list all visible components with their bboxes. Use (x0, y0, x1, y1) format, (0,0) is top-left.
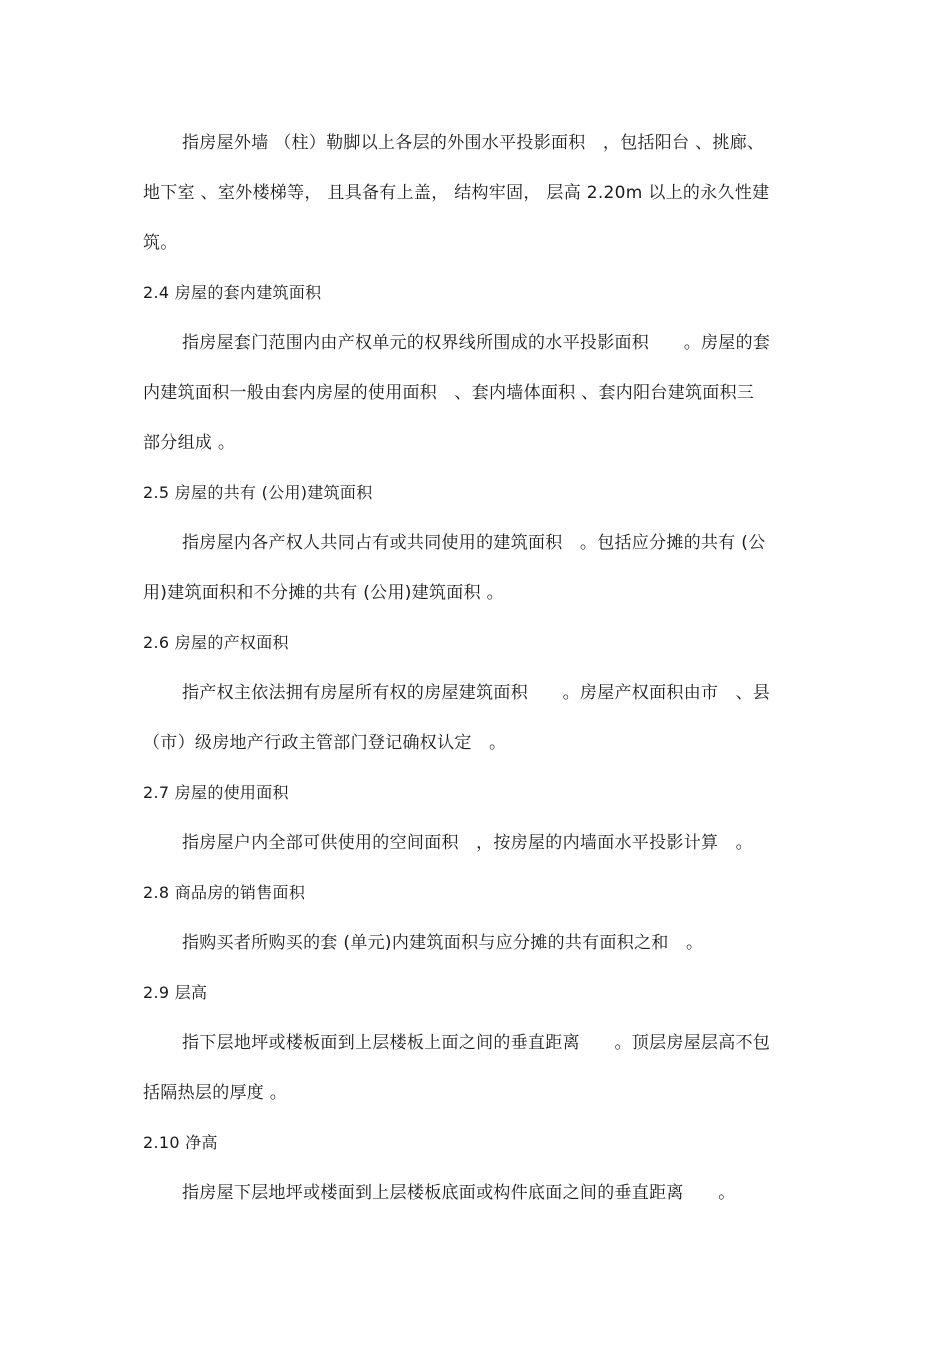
paragraph-line: 地下室 、室外楼梯等， 且具备有上盖， 结构牢固， 层高 2.20m 以上的永久性建 (143, 183, 770, 203)
paragraph-line: 部分组成 。 (143, 433, 236, 453)
paragraph-line: 指房屋户内全部可供使用的空间面积 ，按房屋的内墙面水平投影计算 。 (182, 833, 753, 853)
paragraph-line: 指购买者所购买的套 (单元)内建筑面积与应分摊的共有面积之和 。 (182, 933, 704, 953)
section-heading: 2.8 商品房的销售面积 (143, 883, 306, 902)
paragraph-line: 内建筑面积一般由套内房屋的使用面积 、套内墙体面积 、套内阳台建筑面积三 (143, 383, 755, 403)
section-heading: 2.7 房屋的使用面积 (143, 783, 289, 802)
section-heading: 2.4 房屋的套内建筑面积 (143, 283, 322, 302)
section-heading: 2.6 房屋的产权面积 (143, 633, 289, 652)
section-heading: 2.5 房屋的共有 (公用)建筑面积 (143, 483, 373, 502)
paragraph-line: 用)建筑面积和不分摊的共有 (公用)建筑面积 。 (143, 583, 504, 603)
paragraph-line: 指下层地坪或楼板面到上层楼板上面之间的垂直距离 。顶层房屋层高不包 (182, 1033, 771, 1053)
paragraph-line: 指房屋下层地坪或楼面到上层楼板底面或构件底面之间的垂直距离 。 (182, 1183, 736, 1203)
paragraph-line: 指房屋套门范围内由产权单元的权界线所围成的水平投影面积 。房屋的套 (182, 333, 771, 353)
paragraph-line: 指房屋内各产权人共同占有或共同使用的建筑面积 。包括应分摊的共有 (公 (182, 533, 766, 553)
paragraph-line: 指房屋外墙 （柱）勒脚以上各层的外围水平投影面积 ，包括阳台 、挑廊、 (182, 133, 765, 153)
section-heading: 2.9 层高 (143, 983, 208, 1002)
paragraph-line: 括隔热层的厚度 。 (143, 1083, 288, 1103)
paragraph-line: （市）级房地产行政主管部门登记确权认定 。 (143, 733, 507, 753)
paragraph-line: 指产权主依法拥有房屋所有权的房屋建筑面积 。房屋产权面积由市 、县 (182, 683, 771, 703)
section-heading: 2.10 净高 (143, 1133, 218, 1152)
paragraph-line: 筑。 (143, 233, 178, 253)
